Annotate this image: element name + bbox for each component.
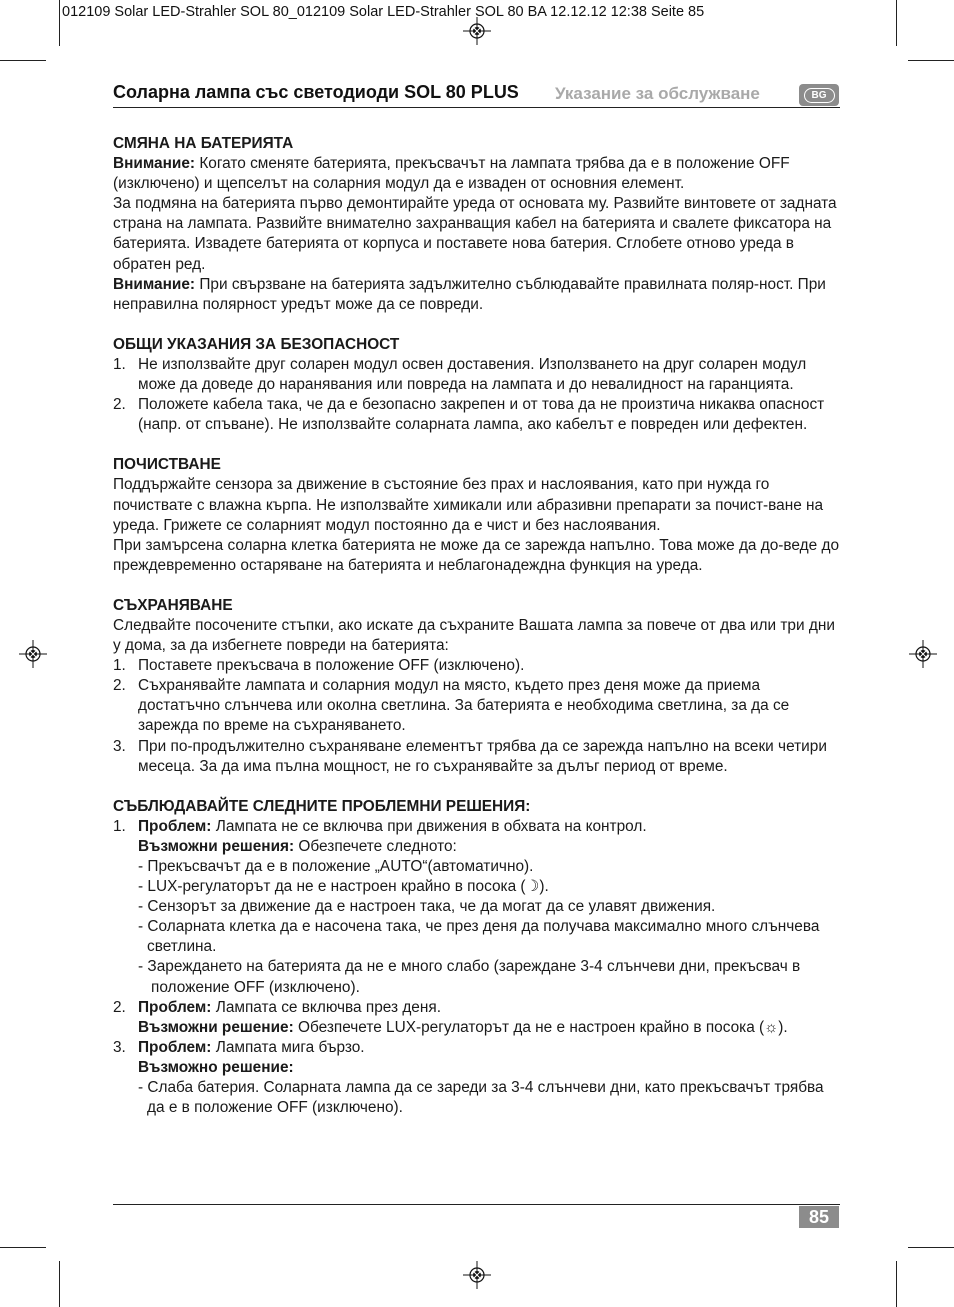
list-item: [113, 737, 841, 777]
crop-mark-top-right: [896, 0, 897, 46]
registration-mark-icon: [909, 640, 937, 668]
crop-mark-bottom-right-h: [908, 1247, 954, 1248]
list-number: 3.: [113, 737, 126, 755]
attention-label: Внимание:: [113, 275, 196, 293]
solutions-label: Възможни решения:: [138, 837, 295, 855]
troubleshooting-heading: СЪБЛЮДАВАЙТЕ СЛЕДНИТЕ ПРОБЛЕМНИ РЕШЕНИЯ:: [113, 797, 531, 815]
crop-mark-top-left-h: [0, 60, 46, 61]
list-number: 3.: [113, 1038, 126, 1056]
problem-text: Лампата мига бързо.: [215, 1038, 365, 1056]
safety-heading: ОБЩИ УКАЗАНИЯ ЗА БЕЗОПАСНОСТ: [113, 335, 400, 353]
battery-warning-2: [113, 275, 841, 315]
language-code: BG: [804, 88, 835, 103]
header-divider: [113, 107, 840, 108]
storage-section: [113, 596, 841, 777]
list-number: 2.: [113, 998, 126, 1016]
registration-mark-icon: [463, 17, 491, 45]
solution-bullet: - Прекъсвачът да е в положение „AUTO“(автоматично).: [138, 858, 534, 875]
crop-mark-bottom-left: [59, 1261, 60, 1307]
list-text: Съхранявайте лампата и соларния модул на място, където през деня може да приема достатъчно слънчева или околна светлина. За батерията е необходима светлина, за да се зарежда по време на съхраняването.: [138, 677, 790, 735]
problem-line: [138, 998, 841, 1018]
attention-label: Внимание:: [113, 155, 196, 173]
storage-heading: СЪХРАНЯВАНЕ: [113, 596, 233, 614]
problem-item: [113, 998, 841, 1038]
crop-mark-bottom-left-h: [0, 1247, 46, 1248]
battery-warning-2-text: При свързване на батерията задължително съблюдавайте правилната поляр-ност. При неправилна полярност уредът може да се повреди.: [113, 275, 826, 313]
crop-mark-top-left: [59, 0, 60, 46]
list-text: Не използвайте друг соларен модул освен доставения. Използването на друг соларен модул може да доведе до наранявания или повреда на лампата и до невалидност на гаранцията.: [138, 355, 807, 394]
problem-item: [113, 1038, 841, 1118]
solution-text: Обезпечете LUX-регулаторът да не е настроен крайно в посока (☼).: [298, 1018, 788, 1036]
solution-bullet: - Слаба батерия. Соларната лампа да се зареди за 3-4 слънчеви дни, като прекъсвачът трябва да е в положение OFF (изключено).: [138, 1079, 824, 1117]
solution-bullet: - Зареждането на батерията да не е много слабо (зареждане 3-4 слънчеви дни, прекъсвач в положение OFF (изключено).: [138, 958, 801, 996]
page-number: 85: [799, 1206, 839, 1228]
list-item: [113, 355, 841, 395]
problem-text: Лампата не се включва при движения в обхвата на контрол.: [215, 817, 647, 835]
problem-line: [138, 817, 841, 837]
solution-bullet: - LUX-регулаторът да не е настроен крайно в посока (☽).: [138, 878, 549, 896]
list-text: Положете кабела така, че да е безопасно закрепен и от това да не произтича никаква опасност (напр. от спъване). Не използвайте соларната лампа, ако кабелът е повреден или дефектен.: [138, 396, 825, 434]
cleaning-paragraph-1: Поддържайте сензора за движение в състояние без прах и наслоявания, като при нужда го почиствате с влажна кърпа. Не използвайте химикали или абразивни препарати за почист-ване на уреда. Грижете се соларният модул постоянно да е чист и без наслоявания.: [113, 476, 824, 534]
registration-mark-icon: [19, 640, 47, 668]
cleaning-paragraph-2: При замърсена соларна клетка батерията не може да се зарежда напълно. Това може да до-веде до преждевременно остаряване на батерията и неблагонадеждна функция на уреда.: [113, 536, 840, 574]
problem-line: [138, 1038, 841, 1058]
list-number: 1.: [113, 657, 126, 675]
battery-instructions: За подмяна на батерията първо демонтирайте уреда от основата му. Развийте винтовете от задната страна на лампата. Развийте внимателно захранващия кабел на батерията и свалете фиксатора на батерията. Извадете батерията от корпуса и поставете нова батерия. Сглобете отново уреда в обратен ред.: [113, 195, 837, 273]
solutions-line: [138, 1058, 841, 1078]
list-item: [113, 676, 841, 736]
list-item: [113, 395, 841, 435]
list-number: 1.: [113, 355, 126, 373]
battery-warning-1-text: Когато сменяте батерията, прекъсвачът на лампата трябва да е в положение OFF (изключено) и щепселът на соларния модул да е изваден от основния елемент.: [113, 155, 790, 193]
problem-label: Проблем:: [138, 998, 212, 1016]
troubleshooting-section: [113, 797, 841, 1119]
page-title: Соларна лампа със светодиоди SOL 80 PLUS: [113, 82, 519, 102]
storage-intro: Следвайте посочените стъпки, ако искате да съхраните Вашата лампа за повече от два или три дни у дома, за да избегнете повреди на батерията:: [113, 616, 835, 655]
list-item: [113, 656, 841, 676]
manual-content: [113, 134, 841, 1118]
solutions-intro: Обезпечете следното:: [298, 837, 457, 855]
cleaning-heading: ПОЧИСТВАНЕ: [113, 456, 221, 474]
battery-heading: СМЯНА НА БАТЕРИЯТА: [113, 135, 294, 152]
solutions-label: Възможни решение:: [138, 1018, 294, 1036]
list-text: Поставете прекъсвача в положение OFF (изключено).: [138, 657, 525, 675]
language-badge: [799, 84, 839, 106]
solution-bullet: - Соларната клетка да е насочена така, че през деня да получава максимално много слънчева светлина.: [138, 918, 820, 956]
problem-label: Проблем:: [138, 1038, 212, 1056]
crop-mark-bottom-right: [896, 1261, 897, 1307]
print-slug: 012109 Solar LED-Strahler SOL 80_012109 Solar LED-Strahler SOL 80 BA 12.12.12 12:38 Seite 85: [62, 4, 705, 20]
problem-label: Проблем:: [138, 817, 212, 835]
list-number: 2.: [113, 396, 126, 414]
safety-section: [113, 335, 841, 435]
battery-warning-1: [113, 154, 841, 194]
solution-bullet: - Сензорът за движение да е настроен така, че да могат да се улавят движения.: [138, 898, 716, 916]
problem-item: [113, 817, 841, 998]
list-text: При по-продължително съхраняване елементът трябва да се зарежда напълно на всеки четири месеца. За да има пълна мощност, не го съхранявайте за дълъг период от време.: [138, 737, 827, 775]
solutions-line: [138, 1018, 841, 1038]
footer-divider: [113, 1204, 840, 1205]
list-number: 2.: [113, 677, 126, 695]
solutions-label: Възможно решение:: [138, 1058, 294, 1076]
registration-mark-icon: [463, 1261, 491, 1289]
crop-mark-top-right-h: [908, 60, 954, 61]
solutions-line: [138, 837, 841, 857]
list-number: 1.: [113, 817, 126, 835]
battery-section: [113, 134, 841, 315]
problem-text: Лампата се включва през деня.: [215, 998, 441, 1016]
section-title: Указание за обслужване: [555, 84, 760, 103]
cleaning-section: [113, 455, 841, 576]
